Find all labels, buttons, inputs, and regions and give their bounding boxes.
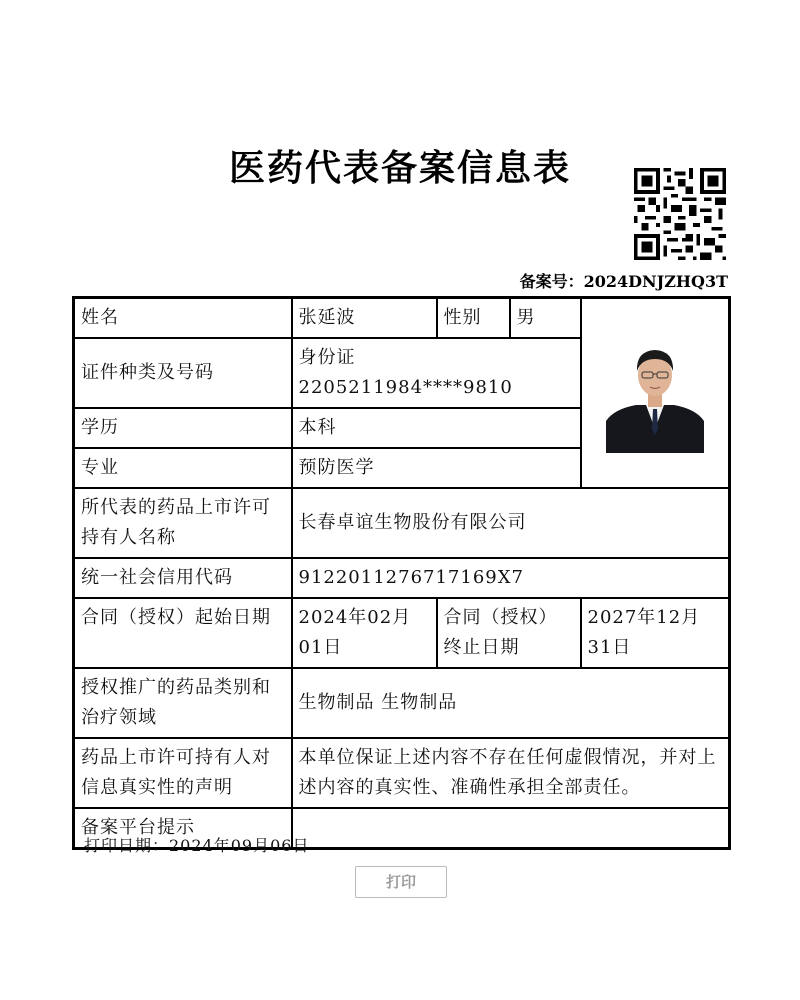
applicant-photo (606, 333, 704, 453)
id-value: 身份证 2205211984****9810 (292, 338, 581, 408)
major-label: 专业 (74, 448, 292, 488)
name-label: 姓名 (74, 298, 292, 339)
platform-tip-value (292, 808, 730, 849)
education-label: 学历 (74, 408, 292, 448)
page-title: 医药代表备案信息表 (228, 147, 571, 189)
education-value: 本科 (292, 408, 581, 448)
category-label: 授权推广的药品类别和治疗领域 (74, 668, 292, 738)
name-value: 张延波 (292, 298, 437, 339)
declaration-label: 药品上市许可持有人对信息真实性的声明 (74, 738, 292, 808)
gender-value: 男 (510, 298, 581, 339)
major-value: 预防医学 (292, 448, 581, 488)
contract-end-value: 2027年12月31日 (581, 598, 730, 668)
contract-start-value: 2024年02月01日 (292, 598, 437, 668)
id-label: 证件种类及号码 (74, 338, 292, 408)
gender-label: 性别 (437, 298, 510, 339)
platform-tip-label: 备案平台提示 (74, 808, 292, 849)
holder-label: 所代表的药品上市许可持有人名称 (74, 488, 292, 558)
print-date: 打印日期：2024年09月06日 (84, 836, 310, 855)
holder-value: 长春卓谊生物股份有限公司 (292, 488, 730, 558)
print-button[interactable]: 打印 (355, 866, 447, 898)
credit-code-value: 9122011276717169X7 (292, 558, 730, 598)
qr-code (634, 168, 726, 260)
registration-form (72, 296, 731, 850)
registration-number: 备案号：2024DNJZHQ3T (519, 272, 728, 291)
category-value: 生物制品 生物制品 (292, 668, 730, 738)
contract-end-label: 合同（授权）终止日期 (437, 598, 581, 668)
photo-cell (581, 298, 730, 489)
declaration-value: 本单位保证上述内容不存在任何虚假情况，并对上述内容的真实性、准确性承担全部责任。 (292, 738, 730, 808)
contract-start-label: 合同（授权）起始日期 (74, 598, 292, 668)
credit-code-label: 统一社会信用代码 (74, 558, 292, 598)
